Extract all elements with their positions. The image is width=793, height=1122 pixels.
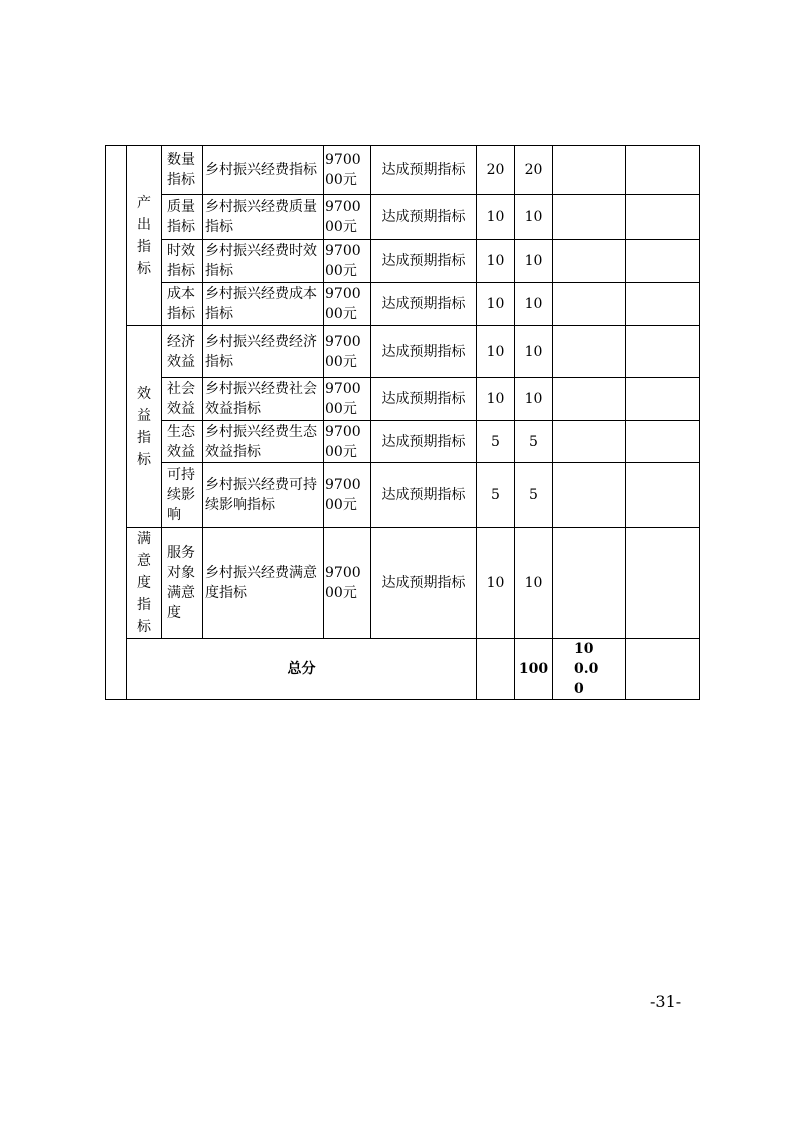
weight-cell: 5 <box>477 421 515 463</box>
blank-cell <box>553 378 626 421</box>
table-row <box>106 146 700 195</box>
weight-cell: 10 <box>477 326 515 378</box>
sub-category-cell: 质量指标 <box>162 195 203 240</box>
table-row <box>106 240 700 283</box>
table-row <box>106 378 700 421</box>
table-row <box>106 421 700 463</box>
target-value-cell: 970000元 <box>324 378 371 421</box>
sub-category-cell: 服务对象满意度 <box>162 528 203 639</box>
blank-cell <box>553 421 626 463</box>
score-cell: 5 <box>515 421 553 463</box>
blank-cell <box>553 463 626 528</box>
table-row <box>106 326 700 378</box>
indicator-name-cell: 乡村振兴经费满意度指标 <box>203 528 324 639</box>
blank-cell <box>626 378 700 421</box>
category-cell: 产出指标 <box>127 146 162 326</box>
target-value-cell: 970000元 <box>324 195 371 240</box>
weight-cell: 10 <box>477 195 515 240</box>
score-cell: 10 <box>515 283 553 326</box>
target-value-cell: 970000元 <box>324 421 371 463</box>
category-cell: 效益指标 <box>127 326 162 528</box>
total-row <box>106 639 700 700</box>
sub-category-cell: 社会效益 <box>162 378 203 421</box>
indicator-name-cell: 乡村振兴经费成本指标 <box>203 283 324 326</box>
total-label-cell: 总分 <box>127 639 477 700</box>
standard-cell: 达成预期指标 <box>371 326 477 378</box>
indicator-name-cell: 乡村振兴经费生态效益指标 <box>203 421 324 463</box>
total-weight-cell: 100 <box>515 639 553 700</box>
score-cell: 10 <box>515 378 553 421</box>
blank-cell <box>553 326 626 378</box>
blank-cell <box>626 240 700 283</box>
score-cell: 5 <box>515 463 553 528</box>
indicator-name-cell: 乡村振兴经费经济指标 <box>203 326 324 378</box>
blank-cell <box>626 326 700 378</box>
category-cell: 满意度指标 <box>127 528 162 639</box>
table-row <box>106 283 700 326</box>
weight-cell: 10 <box>477 283 515 326</box>
score-cell: 10 <box>515 326 553 378</box>
standard-cell: 达成预期指标 <box>371 528 477 639</box>
target-value-cell: 970000元 <box>324 283 371 326</box>
page-number: -31- <box>650 992 682 1011</box>
blank-cell <box>553 195 626 240</box>
indicator-name-cell: 乡村振兴经费社会效益指标 <box>203 378 324 421</box>
standard-cell: 达成预期指标 <box>371 463 477 528</box>
standard-cell: 达成预期指标 <box>371 378 477 421</box>
blank-cell <box>626 639 700 700</box>
weight-cell: 10 <box>477 240 515 283</box>
blank-cell <box>553 240 626 283</box>
target-value-cell: 970000元 <box>324 528 371 639</box>
sub-category-cell: 数量指标 <box>162 146 203 195</box>
indicator-name-cell: 乡村振兴经费质量指标 <box>203 195 324 240</box>
standard-cell: 达成预期指标 <box>371 421 477 463</box>
total-score-cell: 100.00 <box>553 639 626 700</box>
blank-cell <box>477 639 515 700</box>
indicator-name-cell: 乡村振兴经费可持续影响指标 <box>203 463 324 528</box>
blank-cell <box>553 283 626 326</box>
blank-cell <box>626 421 700 463</box>
blank-cell <box>553 528 626 639</box>
indicator-name-cell: 乡村振兴经费时效指标 <box>203 240 324 283</box>
standard-cell: 达成预期指标 <box>371 146 477 195</box>
sub-category-cell: 成本指标 <box>162 283 203 326</box>
score-cell: 10 <box>515 528 553 639</box>
weight-cell: 10 <box>477 528 515 639</box>
table-row <box>106 463 700 528</box>
standard-cell: 达成预期指标 <box>371 283 477 326</box>
score-cell: 10 <box>515 195 553 240</box>
blank-cell <box>553 146 626 195</box>
target-value-cell: 970000元 <box>324 240 371 283</box>
blank-cell <box>626 146 700 195</box>
sub-category-cell: 可持续影响 <box>162 463 203 528</box>
blank-cell <box>626 283 700 326</box>
score-cell: 10 <box>515 240 553 283</box>
standard-cell: 达成预期指标 <box>371 195 477 240</box>
blank-cell <box>626 463 700 528</box>
table-row <box>106 195 700 240</box>
target-value-cell: 970000元 <box>324 146 371 195</box>
target-value-cell: 970000元 <box>324 463 371 528</box>
indicator-name-cell: 乡村振兴经费指标 <box>203 146 324 195</box>
weight-cell: 20 <box>477 146 515 195</box>
weight-cell: 5 <box>477 463 515 528</box>
score-cell: 20 <box>515 146 553 195</box>
table-row <box>106 528 700 639</box>
sub-category-cell: 生态效益 <box>162 421 203 463</box>
sub-category-cell: 时效指标 <box>162 240 203 283</box>
standard-cell: 达成预期指标 <box>371 240 477 283</box>
blank-cell <box>626 195 700 240</box>
target-value-cell: 970000元 <box>324 326 371 378</box>
level1-blank-cell <box>106 146 127 700</box>
blank-cell <box>626 528 700 639</box>
weight-cell: 10 <box>477 378 515 421</box>
sub-category-cell: 经济效益 <box>162 326 203 378</box>
performance-indicator-table <box>105 145 700 700</box>
